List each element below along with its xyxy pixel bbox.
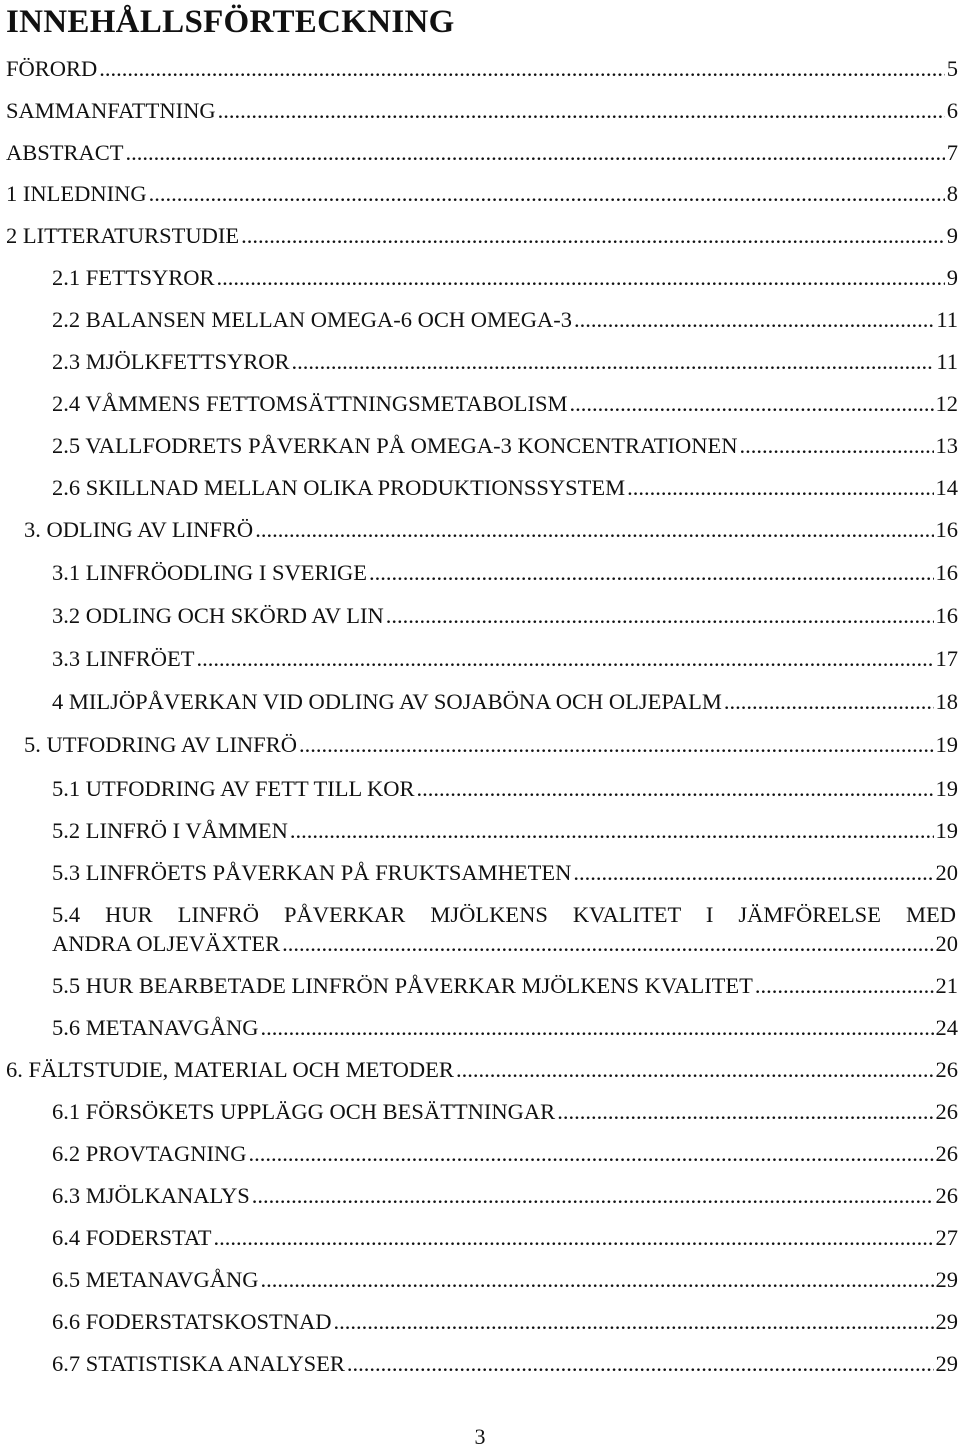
dot-leader — [299, 731, 934, 759]
dot-leader — [149, 180, 945, 208]
toc-entry-label: 5.6 METANAVGÅNG — [52, 1015, 259, 1040]
toc-entry[interactable] — [0, 731, 960, 759]
toc-entry-page: 21 — [935, 973, 958, 998]
toc-entry[interactable] — [0, 1014, 960, 1042]
toc-entry-page: 29 — [935, 1309, 958, 1334]
toc-entry-label: 2.6 SKILLNAD MELLAN OLIKA PRODUKTIONSSYSTEM — [52, 475, 626, 500]
dot-leader — [557, 1098, 933, 1126]
dot-leader — [252, 1182, 934, 1210]
toc-entry-page: 7 — [946, 140, 958, 165]
dot-leader — [217, 264, 945, 292]
dot-leader — [573, 859, 933, 887]
toc-entry-page: 6 — [946, 98, 958, 123]
toc-entry-page: 26 — [935, 1183, 958, 1208]
toc-entry-label: 6.1 FÖRSÖKETS UPPLÄGG OCH BESÄTTNINGAR — [52, 1099, 556, 1124]
dot-leader — [347, 1350, 934, 1378]
toc-entry-page: 27 — [935, 1225, 958, 1250]
dot-leader — [218, 97, 945, 125]
toc-entry[interactable] — [0, 817, 960, 845]
toc-entry[interactable] — [0, 1098, 960, 1126]
toc-entry[interactable] — [0, 602, 960, 630]
toc-entry-label: FÖRORD — [6, 56, 98, 81]
dot-leader — [369, 559, 934, 587]
toc-title: INNEHÅLLSFÖRTECKNING — [6, 4, 455, 40]
dot-leader — [255, 516, 933, 544]
toc-entry-label: 6.2 PROVTAGNING — [52, 1141, 247, 1166]
toc-entry-label: 5. UTFODRING AV LINFRÖ — [24, 732, 297, 757]
toc-entry[interactable] — [0, 972, 960, 1000]
toc-entry[interactable] — [0, 645, 960, 673]
toc-entry-page: 8 — [946, 181, 958, 206]
toc-entry-label: 6.5 METANAVGÅNG — [52, 1267, 259, 1292]
toc-entry-label: 2 LITTERATURSTUDIE — [6, 223, 240, 248]
toc-entry-label: 5.2 LINFRÖ I VÅMMEN — [52, 818, 288, 843]
toc-entry[interactable] — [0, 1140, 960, 1168]
toc-entry[interactable] — [0, 1308, 960, 1336]
toc-entry[interactable] — [0, 1056, 960, 1084]
toc-entry[interactable] — [0, 348, 960, 376]
toc-entry-page: 26 — [935, 1099, 958, 1124]
toc-entry-page: 14 — [935, 475, 958, 500]
toc-entry[interactable] — [0, 859, 960, 887]
toc-entry-page: 12 — [935, 391, 958, 416]
toc-entry-page: 11 — [936, 307, 958, 332]
toc-entry-page: 26 — [935, 1141, 958, 1166]
toc-entry[interactable] — [0, 139, 960, 167]
dot-leader — [126, 139, 945, 167]
toc-entry-label: 3. ODLING AV LINFRÖ — [24, 517, 254, 542]
toc-entry[interactable] — [0, 1266, 960, 1294]
toc-entry-label: 3.3 LINFRÖET — [52, 646, 195, 671]
dot-leader — [574, 306, 934, 334]
dot-leader — [282, 930, 933, 958]
toc-entry-label: 2.3 MJÖLKFETTSYROR — [52, 349, 290, 374]
dot-leader — [248, 1140, 933, 1168]
dot-leader — [261, 1014, 934, 1042]
toc-entry[interactable] — [0, 688, 960, 716]
dot-leader — [292, 348, 935, 376]
toc-entry[interactable] — [0, 97, 960, 125]
toc-entry-label: 2.4 VÅMMENS FETTOMSÄTTNINGSMETABOLISM — [52, 391, 568, 416]
toc-entry-wrapped-line[interactable]: 5.4 HUR LINFRÖ PÅVERKAR MJÖLKENS KVALITET I JÄMFÖRELSE MED — [52, 902, 956, 927]
toc-entry[interactable] — [0, 222, 960, 250]
dot-leader — [755, 972, 934, 1000]
page-number: 3 — [474, 1424, 486, 1449]
toc-entry-page: 24 — [935, 1015, 958, 1040]
toc-entry[interactable] — [0, 1224, 960, 1252]
toc-entry-page: 17 — [935, 646, 958, 671]
toc-entry-page: 29 — [935, 1267, 958, 1292]
toc-entry-page: 18 — [935, 689, 958, 714]
toc-entry[interactable] — [0, 306, 960, 334]
toc-entry[interactable] — [0, 180, 960, 208]
toc-entry[interactable] — [0, 432, 960, 460]
toc-entry-label: 6.7 STATISTISKA ANALYSER — [52, 1351, 345, 1376]
toc-entry-page: 5 — [946, 56, 958, 81]
dot-leader — [197, 645, 934, 673]
toc-entry-page: 16 — [935, 517, 958, 542]
toc-entry-page: 26 — [935, 1057, 958, 1082]
toc-entry-page: 9 — [946, 265, 958, 290]
dot-leader — [570, 390, 934, 418]
toc-entry-label: 6.3 MJÖLKANALYS — [52, 1183, 250, 1208]
toc-entry-page: 19 — [935, 818, 958, 843]
toc-entry[interactable] — [0, 1350, 960, 1378]
dot-leader — [99, 55, 944, 83]
toc-entry-label: 1 INLEDNING — [6, 181, 147, 206]
dot-leader — [241, 222, 945, 250]
toc-entry-label: ABSTRACT — [6, 140, 124, 165]
dot-leader — [417, 775, 934, 803]
toc-entry-label: 6.4 FODERSTAT — [52, 1225, 212, 1250]
toc-entry-label: 5.3 LINFRÖETS PÅVERKAN PÅ FRUKTSAMHETEN — [52, 860, 572, 885]
toc-entry[interactable] — [0, 1182, 960, 1210]
toc-entry-page: 13 — [935, 433, 958, 458]
toc-entry-label: SAMMANFATTNING — [6, 98, 216, 123]
toc-entry[interactable] — [0, 474, 960, 502]
dot-leader — [386, 602, 934, 630]
toc-entry[interactable] — [0, 390, 960, 418]
toc-entry[interactable] — [0, 55, 960, 83]
dot-leader — [724, 688, 934, 716]
toc-entry-page: 16 — [935, 560, 958, 585]
toc-entry-label: 2.1 FETTSYROR — [52, 265, 215, 290]
toc-entry-page: 29 — [935, 1351, 958, 1376]
dot-leader — [333, 1308, 933, 1336]
toc-entry[interactable] — [0, 930, 960, 958]
toc-entry-label: 2.2 BALANSEN MELLAN OMEGA-6 OCH OMEGA-3 — [52, 307, 572, 332]
toc-entry[interactable] — [0, 559, 960, 587]
toc-entry-page: 16 — [935, 603, 958, 628]
toc-entry-label: ANDRA OLJEVÄXTER — [52, 931, 281, 956]
toc-entry-label: 3.2 ODLING OCH SKÖRD AV LIN — [52, 603, 384, 628]
toc-entry[interactable] — [0, 516, 960, 544]
toc-entry-label: 2.5 VALLFODRETS PÅVERKAN PÅ OMEGA-3 KONCENTRATIONEN — [52, 433, 738, 458]
toc-entry[interactable] — [0, 775, 960, 803]
toc-entry-label: 3.1 LINFRÖODLING I SVERIGE — [52, 560, 367, 585]
toc-entry-page: 19 — [935, 776, 958, 801]
dot-leader — [261, 1266, 934, 1294]
toc-entry-page: 11 — [936, 349, 958, 374]
toc-entry-label: 6. FÄLTSTUDIE, MATERIAL OCH METODER — [6, 1057, 454, 1082]
toc-entry-page: 19 — [935, 732, 958, 757]
toc-entry-label: 5.5 HUR BEARBETADE LINFRÖN PÅVERKAR MJÖLKENS KVALITET — [52, 973, 753, 998]
dot-leader — [627, 474, 933, 502]
toc-entry-label: 4 MILJÖPÅVERKAN VID ODLING AV SOJABÖNA OCH OLJEPALM — [52, 689, 722, 714]
dot-leader — [213, 1224, 933, 1252]
toc-entry-page: 20 — [935, 931, 958, 956]
dot-leader — [290, 817, 934, 845]
toc-entry-label: 5.1 UTFODRING AV FETT TILL KOR — [52, 776, 415, 801]
toc-entry-label: 6.6 FODERSTATSKOSTNAD — [52, 1309, 332, 1334]
toc-entry[interactable] — [0, 264, 960, 292]
toc-entry-page: 20 — [935, 860, 958, 885]
dot-leader — [739, 432, 933, 460]
dot-leader — [456, 1056, 934, 1084]
toc-entry-page: 9 — [946, 223, 958, 248]
